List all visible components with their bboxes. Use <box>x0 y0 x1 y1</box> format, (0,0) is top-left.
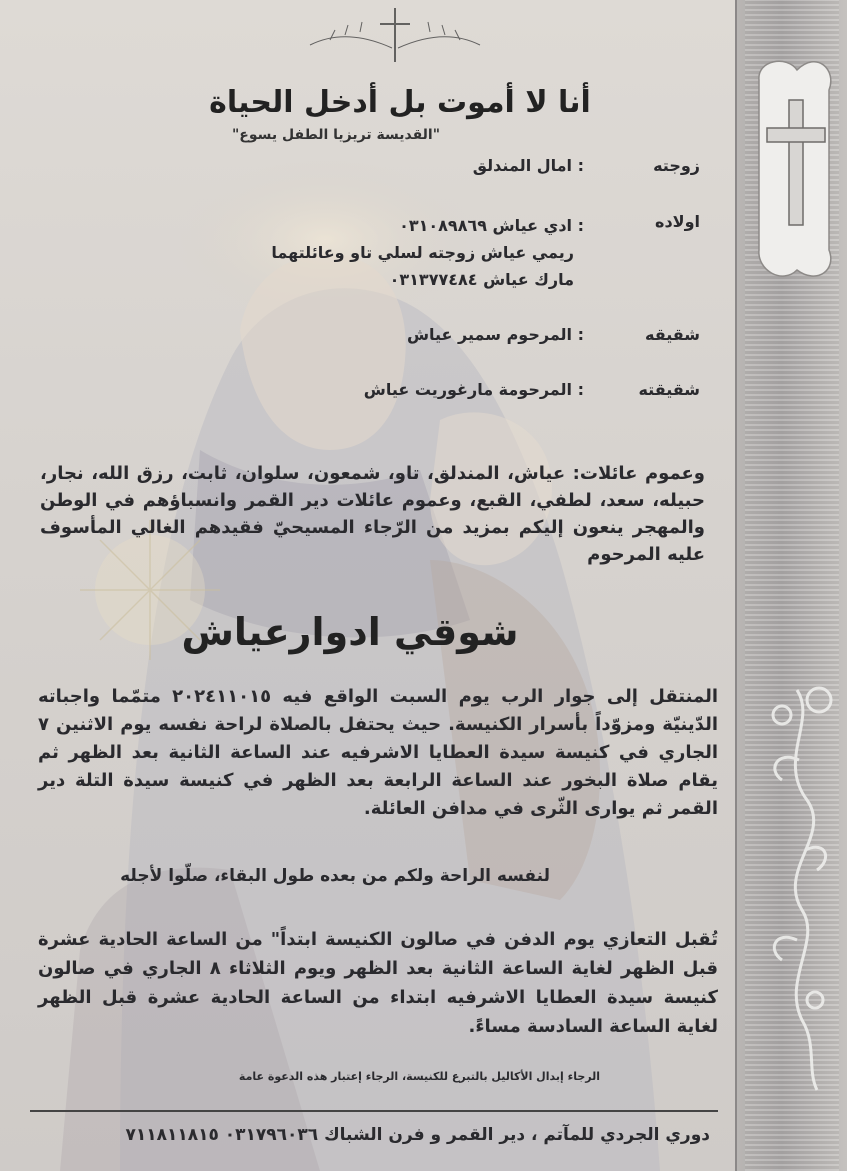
relative-value: : ادي عياش ٠٣١٠٨٩٨٦٩ <box>399 216 584 235</box>
relative-row-children <box>260 212 700 293</box>
deceased-name: شوقي ادوارعياش <box>181 610 519 654</box>
relative-row-wife <box>300 156 700 175</box>
funeral-details-paragraph: المنتقل إلى جوار الرب يوم السبت الواقع فيه ٢٠٢٤١١٠١٥ متمّما واجباته الدّينيّة ومزوّداً بأسرار الكنيسة. حيث يحتفل بالصلاة لراحة نفسه يوم الاثنين ٧ الجاري في كنيسة سيدة العطايا الاشرفيه عند الساعة الثانية بعد الظهر ثم يقام صلاة البخور عند الساعة الرابعة بعد الظهر في كنيسة سيدة التلة دير القمر ثم يوارى الثّرى في مدافن العائلة. <box>38 686 719 819</box>
border-cross-icon <box>759 61 831 276</box>
decorative-side-border <box>735 0 847 1171</box>
relative-label: شقيقه <box>645 325 700 344</box>
relative-label: زوجته <box>653 156 700 175</box>
relative-value: مارك عياش ٠٣١٣٧٧٤٨٤ <box>389 270 574 289</box>
mourning-families-paragraph: وعموم عائلات: عياش، المندلق، تاو، شمعون، سلوان، ثابت، رزق الله، نجار، حبيله، سعد، لطفي، القبع، وعموم عائلات دير القمر وانسباؤهم في الوطن والمهجر ينعون إليكم بمزيد من الرّجاء المسيحيّ فقيدهم الغالي المأسوف عليه المرحوم <box>40 463 705 565</box>
condolences-paragraph: تُقبل التعازي يوم الدفن في صالون الكنيسة ابتداً" من الساعة الحادية عشرة قبل الظهر لغاية الساعة الثانية بعد الظهر ويوم الثلاثاء ٨ الجاري في صالون كنيسة سيدة العطايا الاشرفيه ابتداء من الساعة الحادية عشرة قبل الظهر لغاية الساعة السادسة مساءً. <box>38 929 718 1037</box>
relative-row-sister <box>300 380 700 399</box>
relative-value: : المرحومة مارغوريت عياش <box>363 380 584 399</box>
donation-note: الرجاء إبدال الأكاليل بالتبرع للكنيسة، الرجاء إعتبار هذه الدعوة عامة <box>238 1070 600 1083</box>
vine-ornament-icon <box>773 688 831 1090</box>
verse-attribution: "القديسة تريزيا الطفل يسوع" <box>232 127 440 143</box>
relative-row-brother <box>300 325 700 344</box>
prayer-line: لنفسه الراحة ولكم من بعده طول البقاء، صلّوا لأجله <box>120 866 550 886</box>
border-ornaments <box>737 0 847 1171</box>
relative-value: ريمي عياش زوجته لسلي تاو وعائلتهما <box>271 243 574 262</box>
funeral-home-footer: دوري الجردي للمآتم ، دير القمر و فرن الشباك ٠٣١٧٩٦٠٣٦ ٧١١٨١١٨١٥ <box>125 1125 710 1145</box>
relative-label: اولاده <box>655 212 700 231</box>
footer-divider <box>30 1110 718 1112</box>
relative-label: شقيقته <box>638 380 700 399</box>
relative-value: : امال المندلق <box>472 156 584 175</box>
relative-value: : المرحوم سمير عياش <box>406 325 584 344</box>
obituary-verse-title: أنا لا أموت بل أدخل الحياة <box>209 85 591 120</box>
cross-ornament-icon <box>310 8 480 62</box>
